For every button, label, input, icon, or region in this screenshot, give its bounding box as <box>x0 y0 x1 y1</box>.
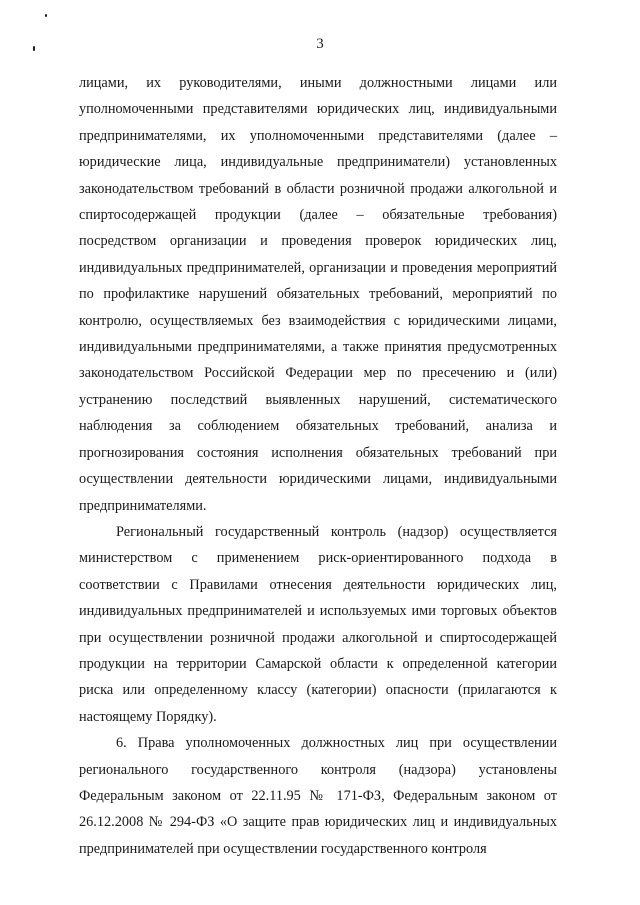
paragraph-1: лицами, их руководителями, иными должностными лицами или уполномоченными представителями юридических лиц, индивидуальными предпринимателями, их уполномоченными представителями (далее – юридические лица, индивидуальные предприниматели) установленных законодательством требований в области розничной продажи алкогольной и спиртосодержащей продукции (далее – обязательные требования) посредством организации и проведения проверок юридических лиц, индивидуальных предпринимателей, организации и проведения мероприятий по профилактике нарушений обязательных требований, мероприятий по контролю, осуществляемых без взаимодействия с юридическими лицами, индивидуальными предпринимателями, а также принятия предусмотренных законодательством Российской Федерации мер по пресечению и (или) устранению последствий выявленных нарушений, систематического наблюдения за соблюдением обязательных требований, анализа и прогнозирования состояния исполнения обязательных требований при осуществлении деятельности юридическими лицами, индивидуальными предпринимателями. <box>79 75 557 514</box>
paragraph-3: 6. Права уполномоченных должностных лиц при осуществлении регионального государственного контроля (надзора) установлены Федеральным законом от 22.11.95 № 171-ФЗ, Федеральным законом от 26.12.2008 № 294-ФЗ «О защите прав юридических лиц и индивидуальных предпринимателей при осуществлении государственного контроля <box>79 735 557 857</box>
page-number: 3 <box>316 36 324 52</box>
document-body <box>79 70 557 862</box>
paragraph-2: Региональный государственный контроль (надзор) осуществляется министерством с применением риск-ориентированного подхода в соответствии с Правилами отнесения деятельности юридических лиц, индивидуальных предпринимателей и используемых ими торговых объектов при осуществлении розничной продажи алкогольной и спиртосодержащей продукции на территории Самарской области к определенной категории риска или определенному классу (категории) опасности (прилагаются к настоящему Порядку). <box>79 523 557 725</box>
scan-speck <box>45 14 47 17</box>
